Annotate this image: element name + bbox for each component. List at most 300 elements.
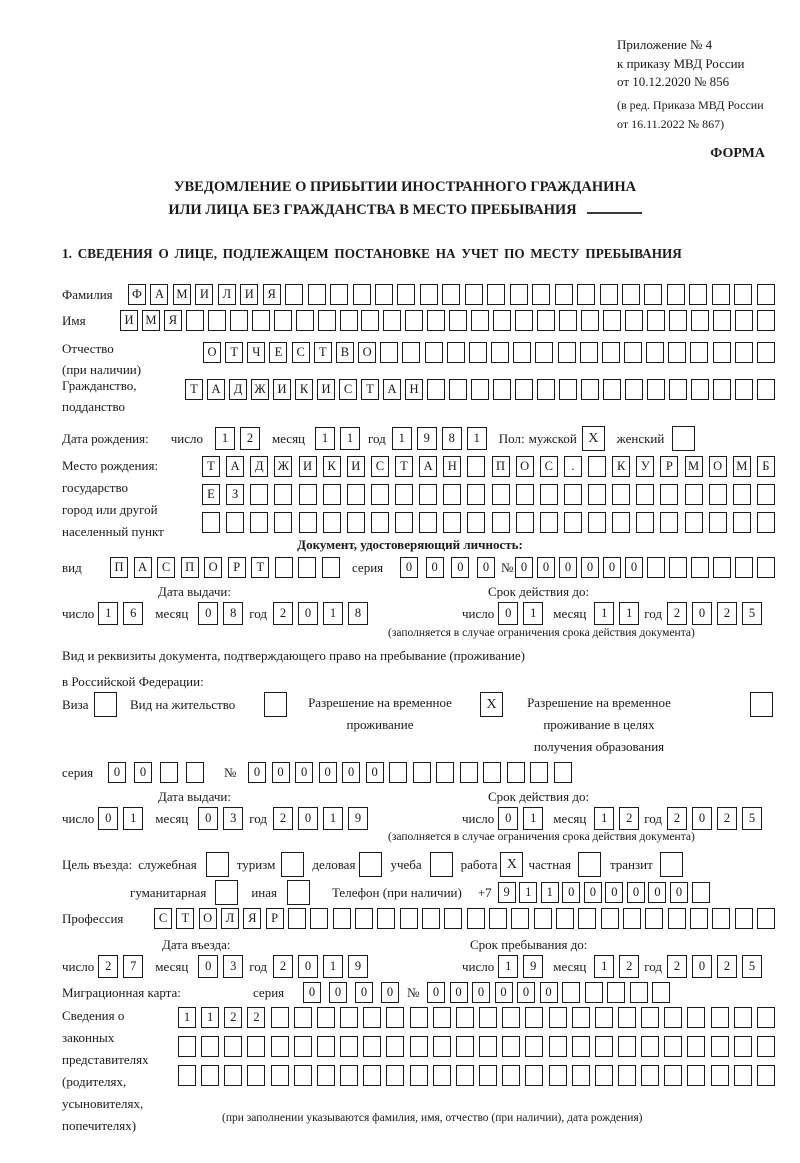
char-cell[interactable] [564,512,582,533]
char-cell[interactable]: А [207,379,225,400]
char-cell[interactable] [735,379,753,400]
char-cell[interactable]: 0 [627,882,645,903]
char-cell[interactable]: 1 [392,427,412,450]
char-cell[interactable] [692,882,710,903]
char-cell[interactable]: 3 [223,955,243,978]
char-cell[interactable]: 9 [348,955,368,978]
purpose-humanitarian-checkbox[interactable] [215,880,238,905]
char-cell[interactable] [554,762,572,783]
char-cell[interactable] [492,484,510,505]
char-cell[interactable] [516,484,534,505]
char-cell[interactable] [712,908,730,929]
char-cell[interactable] [294,1036,312,1057]
char-cell[interactable] [353,284,371,305]
char-cell[interactable] [618,1007,636,1028]
char-cell[interactable]: 1 [123,807,143,830]
char-cell[interactable] [580,342,598,363]
char-cell[interactable]: 2 [667,955,687,978]
char-cell[interactable]: 1 [619,602,639,625]
char-cell[interactable] [355,908,373,929]
char-cell[interactable]: 1 [594,602,614,625]
char-cell[interactable] [618,1065,636,1086]
char-cell[interactable]: Т [251,557,269,578]
char-cell[interactable] [471,310,489,331]
char-cell[interactable]: С [157,557,175,578]
char-cell[interactable] [664,1007,682,1028]
char-cell[interactable]: 0 [477,557,495,578]
char-cell[interactable] [340,310,358,331]
char-cell[interactable]: Т [361,379,379,400]
char-cell[interactable]: А [419,456,437,477]
char-cell[interactable] [310,908,328,929]
char-cell[interactable]: М [173,284,191,305]
char-cell[interactable] [757,512,775,533]
char-cell[interactable]: 0 [329,982,347,1003]
char-cell[interactable]: Я [263,284,281,305]
char-cell[interactable] [641,1007,659,1028]
char-cell[interactable] [347,512,365,533]
char-cell[interactable] [395,484,413,505]
char-cell[interactable] [713,379,731,400]
char-cell[interactable] [572,1007,590,1028]
char-cell[interactable]: А [226,456,244,477]
char-cell[interactable] [467,484,485,505]
char-cell[interactable]: 2 [273,807,293,830]
char-cell[interactable]: 0 [692,807,712,830]
char-cell[interactable] [537,379,555,400]
char-cell[interactable] [318,310,336,331]
char-cell[interactable]: А [150,284,168,305]
char-cell[interactable]: 9 [348,807,368,830]
char-cell[interactable]: 1 [467,427,487,450]
char-cell[interactable] [507,762,525,783]
char-cell[interactable] [757,1065,775,1086]
char-cell[interactable] [363,1007,381,1028]
char-cell[interactable]: 1 [523,602,543,625]
char-cell[interactable] [178,1065,196,1086]
char-cell[interactable]: М [733,456,751,477]
char-cell[interactable] [208,310,226,331]
char-cell[interactable] [397,284,415,305]
char-cell[interactable] [294,1007,312,1028]
char-cell[interactable]: 3 [223,807,243,830]
char-cell[interactable] [449,379,467,400]
char-cell[interactable] [330,284,348,305]
char-cell[interactable] [669,557,687,578]
char-cell[interactable]: С [154,908,172,929]
char-cell[interactable] [413,762,431,783]
visa-checkbox[interactable] [94,692,117,717]
char-cell[interactable] [612,484,630,505]
char-cell[interactable]: 1 [323,807,343,830]
char-cell[interactable] [624,342,642,363]
char-cell[interactable] [186,310,204,331]
char-cell[interactable]: 0 [272,762,290,783]
char-cell[interactable]: Ч [247,342,265,363]
char-cell[interactable]: 0 [498,807,518,830]
char-cell[interactable]: 9 [523,955,543,978]
char-cell[interactable]: С [371,456,389,477]
char-cell[interactable] [317,1007,335,1028]
char-cell[interactable] [660,512,678,533]
char-cell[interactable] [487,284,505,305]
char-cell[interactable] [323,512,341,533]
char-cell[interactable] [713,342,731,363]
char-cell[interactable]: С [540,456,558,477]
char-cell[interactable] [712,284,730,305]
char-cell[interactable] [711,1007,729,1028]
char-cell[interactable] [601,908,619,929]
char-cell[interactable] [425,342,443,363]
char-cell[interactable]: 8 [442,427,462,450]
char-cell[interactable] [247,1065,265,1086]
purpose-business-checkbox[interactable] [359,852,382,877]
char-cell[interactable]: 6 [123,602,143,625]
char-cell[interactable] [733,484,751,505]
char-cell[interactable] [298,557,316,578]
char-cell[interactable] [460,762,478,783]
char-cell[interactable] [515,379,533,400]
char-cell[interactable] [436,762,454,783]
char-cell[interactable]: Т [176,908,194,929]
char-cell[interactable]: О [358,342,376,363]
char-cell[interactable] [562,982,580,1003]
char-cell[interactable] [644,284,662,305]
char-cell[interactable] [595,1036,613,1057]
char-cell[interactable]: 0 [605,882,623,903]
char-cell[interactable] [588,512,606,533]
char-cell[interactable]: Л [221,908,239,929]
char-cell[interactable] [361,310,379,331]
char-cell[interactable] [709,512,727,533]
char-cell[interactable] [250,484,268,505]
char-cell[interactable] [274,512,292,533]
char-cell[interactable] [363,1036,381,1057]
char-cell[interactable] [317,1036,335,1057]
char-cell[interactable]: 8 [223,602,243,625]
char-cell[interactable] [757,908,775,929]
char-cell[interactable]: 0 [692,602,712,625]
char-cell[interactable] [645,908,663,929]
char-cell[interactable] [299,512,317,533]
char-cell[interactable] [549,1036,567,1057]
char-cell[interactable] [371,512,389,533]
char-cell[interactable] [711,1065,729,1086]
char-cell[interactable] [595,1007,613,1028]
char-cell[interactable]: 2 [240,427,260,450]
char-cell[interactable]: 5 [742,807,762,830]
char-cell[interactable] [405,310,423,331]
char-cell[interactable] [371,484,389,505]
char-cell[interactable] [525,1007,543,1028]
char-cell[interactable]: 2 [717,807,737,830]
char-cell[interactable] [465,284,483,305]
char-cell[interactable]: 0 [581,557,599,578]
char-cell[interactable] [516,512,534,533]
char-cell[interactable] [443,484,461,505]
char-cell[interactable]: Ф [128,284,146,305]
purpose-tourism-checkbox[interactable] [281,852,304,877]
char-cell[interactable] [555,284,573,305]
char-cell[interactable]: 2 [619,807,639,830]
char-cell[interactable]: И [299,456,317,477]
char-cell[interactable] [186,762,204,783]
char-cell[interactable]: Я [243,908,261,929]
char-cell[interactable]: О [516,456,534,477]
char-cell[interactable]: 1 [594,955,614,978]
char-cell[interactable]: Р [660,456,678,477]
char-cell[interactable] [690,908,708,929]
char-cell[interactable] [581,310,599,331]
char-cell[interactable] [713,310,731,331]
char-cell[interactable] [422,908,440,929]
char-cell[interactable]: 2 [667,807,687,830]
char-cell[interactable]: 1 [523,807,543,830]
char-cell[interactable] [709,484,727,505]
char-cell[interactable] [275,557,293,578]
char-cell[interactable] [540,512,558,533]
char-cell[interactable]: 0 [692,955,712,978]
char-cell[interactable]: Т [395,456,413,477]
char-cell[interactable] [534,908,552,929]
char-cell[interactable] [443,512,461,533]
char-cell[interactable]: 0 [450,982,468,1003]
char-cell[interactable] [296,310,314,331]
char-cell[interactable] [340,1036,358,1057]
char-cell[interactable]: Р [266,908,284,929]
char-cell[interactable] [483,762,501,783]
char-cell[interactable] [201,1065,219,1086]
char-cell[interactable] [271,1036,289,1057]
char-cell[interactable] [641,1036,659,1057]
char-cell[interactable] [479,1036,497,1057]
char-cell[interactable]: П [110,557,128,578]
char-cell[interactable] [525,1036,543,1057]
char-cell[interactable] [224,1065,242,1086]
char-cell[interactable] [664,1036,682,1057]
char-cell[interactable] [578,908,596,929]
char-cell[interactable] [691,379,709,400]
char-cell[interactable]: 1 [519,882,537,903]
char-cell[interactable] [549,1065,567,1086]
char-cell[interactable] [447,342,465,363]
char-cell[interactable]: 0 [198,807,218,830]
char-cell[interactable] [308,284,326,305]
char-cell[interactable] [540,484,558,505]
char-cell[interactable]: 1 [201,1007,219,1028]
char-cell[interactable]: 0 [603,557,621,578]
char-cell[interactable] [735,342,753,363]
char-cell[interactable]: И [120,310,138,331]
char-cell[interactable] [713,557,731,578]
char-cell[interactable] [427,379,445,400]
char-cell[interactable]: 0 [498,602,518,625]
char-cell[interactable]: 9 [498,882,516,903]
char-cell[interactable]: 0 [515,557,533,578]
char-cell[interactable]: 0 [342,762,360,783]
char-cell[interactable]: 0 [584,882,602,903]
char-cell[interactable] [603,310,621,331]
char-cell[interactable]: 2 [717,602,737,625]
char-cell[interactable] [511,908,529,929]
char-cell[interactable]: А [383,379,401,400]
char-cell[interactable] [410,1036,428,1057]
char-cell[interactable] [340,1065,358,1086]
char-cell[interactable] [667,284,685,305]
char-cell[interactable] [340,1007,358,1028]
char-cell[interactable]: Л [218,284,236,305]
char-cell[interactable]: Я [164,310,182,331]
char-cell[interactable] [294,1065,312,1086]
char-cell[interactable]: Б [757,456,775,477]
char-cell[interactable]: 1 [215,427,235,450]
char-cell[interactable]: 1 [541,882,559,903]
char-cell[interactable]: 0 [366,762,384,783]
char-cell[interactable]: 0 [108,762,126,783]
char-cell[interactable] [530,762,548,783]
char-cell[interactable] [757,379,775,400]
char-cell[interactable] [479,1007,497,1028]
char-cell[interactable] [363,1065,381,1086]
char-cell[interactable] [647,557,665,578]
char-cell[interactable]: 1 [323,955,343,978]
char-cell[interactable] [322,557,340,578]
char-cell[interactable] [288,908,306,929]
char-cell[interactable]: 0 [495,982,513,1003]
purpose-private-checkbox[interactable] [578,852,601,877]
char-cell[interactable]: М [685,456,703,477]
char-cell[interactable] [652,982,670,1003]
char-cell[interactable]: Е [202,484,220,505]
char-cell[interactable] [386,1036,404,1057]
char-cell[interactable] [250,512,268,533]
char-cell[interactable]: 8 [348,602,368,625]
char-cell[interactable] [735,557,753,578]
char-cell[interactable]: 2 [273,602,293,625]
char-cell[interactable] [572,1036,590,1057]
char-cell[interactable]: 0 [426,557,444,578]
char-cell[interactable] [532,284,550,305]
char-cell[interactable]: Т [314,342,332,363]
char-cell[interactable]: 1 [315,427,335,450]
char-cell[interactable] [623,908,641,929]
char-cell[interactable]: 0 [537,557,555,578]
char-cell[interactable]: 0 [517,982,535,1003]
char-cell[interactable] [646,342,664,363]
char-cell[interactable] [689,284,707,305]
char-cell[interactable]: И [317,379,335,400]
char-cell[interactable]: 0 [540,982,558,1003]
char-cell[interactable] [595,1065,613,1086]
char-cell[interactable] [377,908,395,929]
char-cell[interactable] [492,512,510,533]
char-cell[interactable]: 0 [400,557,418,578]
char-cell[interactable] [467,456,485,477]
char-cell[interactable] [247,1036,265,1057]
char-cell[interactable] [647,379,665,400]
char-cell[interactable] [419,484,437,505]
char-cell[interactable]: И [273,379,291,400]
char-cell[interactable]: 1 [498,955,518,978]
char-cell[interactable]: 0 [303,982,321,1003]
char-cell[interactable] [660,484,678,505]
residence-permit-checkbox[interactable] [264,692,287,717]
char-cell[interactable] [515,310,533,331]
char-cell[interactable] [456,1065,474,1086]
char-cell[interactable] [271,1007,289,1028]
char-cell[interactable] [471,379,489,400]
char-cell[interactable] [160,762,178,783]
char-cell[interactable] [271,1065,289,1086]
char-cell[interactable] [734,1036,752,1057]
char-cell[interactable] [467,908,485,929]
char-cell[interactable]: 0 [355,982,373,1003]
char-cell[interactable] [757,557,775,578]
char-cell[interactable]: 5 [742,955,762,978]
char-cell[interactable] [400,908,418,929]
char-cell[interactable] [513,342,531,363]
char-cell[interactable] [510,284,528,305]
char-cell[interactable]: 0 [472,982,490,1003]
char-cell[interactable] [274,310,292,331]
char-cell[interactable]: З [226,484,244,505]
char-cell[interactable]: Д [250,456,268,477]
char-cell[interactable] [386,1065,404,1086]
char-cell[interactable] [581,379,599,400]
char-cell[interactable] [489,908,507,929]
char-cell[interactable]: П [492,456,510,477]
char-cell[interactable] [433,1065,451,1086]
char-cell[interactable] [252,310,270,331]
char-cell[interactable]: Д [229,379,247,400]
char-cell[interactable] [375,284,393,305]
char-cell[interactable]: 0 [298,602,318,625]
char-cell[interactable]: 0 [198,602,218,625]
char-cell[interactable] [230,310,248,331]
char-cell[interactable]: 0 [451,557,469,578]
char-cell[interactable]: 1 [594,807,614,830]
char-cell[interactable] [669,379,687,400]
char-cell[interactable]: 0 [427,982,445,1003]
char-cell[interactable]: М [142,310,160,331]
char-cell[interactable] [427,310,445,331]
char-cell[interactable] [691,557,709,578]
char-cell[interactable] [535,342,553,363]
char-cell[interactable] [502,1007,520,1028]
char-cell[interactable] [402,342,420,363]
char-cell[interactable] [735,908,753,929]
char-cell[interactable] [420,284,438,305]
char-cell[interactable] [537,310,555,331]
char-cell[interactable]: И [195,284,213,305]
char-cell[interactable]: Ж [251,379,269,400]
char-cell[interactable]: . [564,456,582,477]
char-cell[interactable] [456,1036,474,1057]
char-cell[interactable]: 0 [248,762,266,783]
char-cell[interactable] [577,284,595,305]
char-cell[interactable]: Т [202,456,220,477]
char-cell[interactable]: 0 [559,557,577,578]
char-cell[interactable] [687,1036,705,1057]
char-cell[interactable] [410,1007,428,1028]
char-cell[interactable]: Н [405,379,423,400]
char-cell[interactable]: У [636,456,654,477]
char-cell[interactable] [558,342,576,363]
char-cell[interactable] [433,1036,451,1057]
char-cell[interactable] [602,342,620,363]
char-cell[interactable] [668,342,686,363]
purpose-study-checkbox[interactable] [430,852,453,877]
